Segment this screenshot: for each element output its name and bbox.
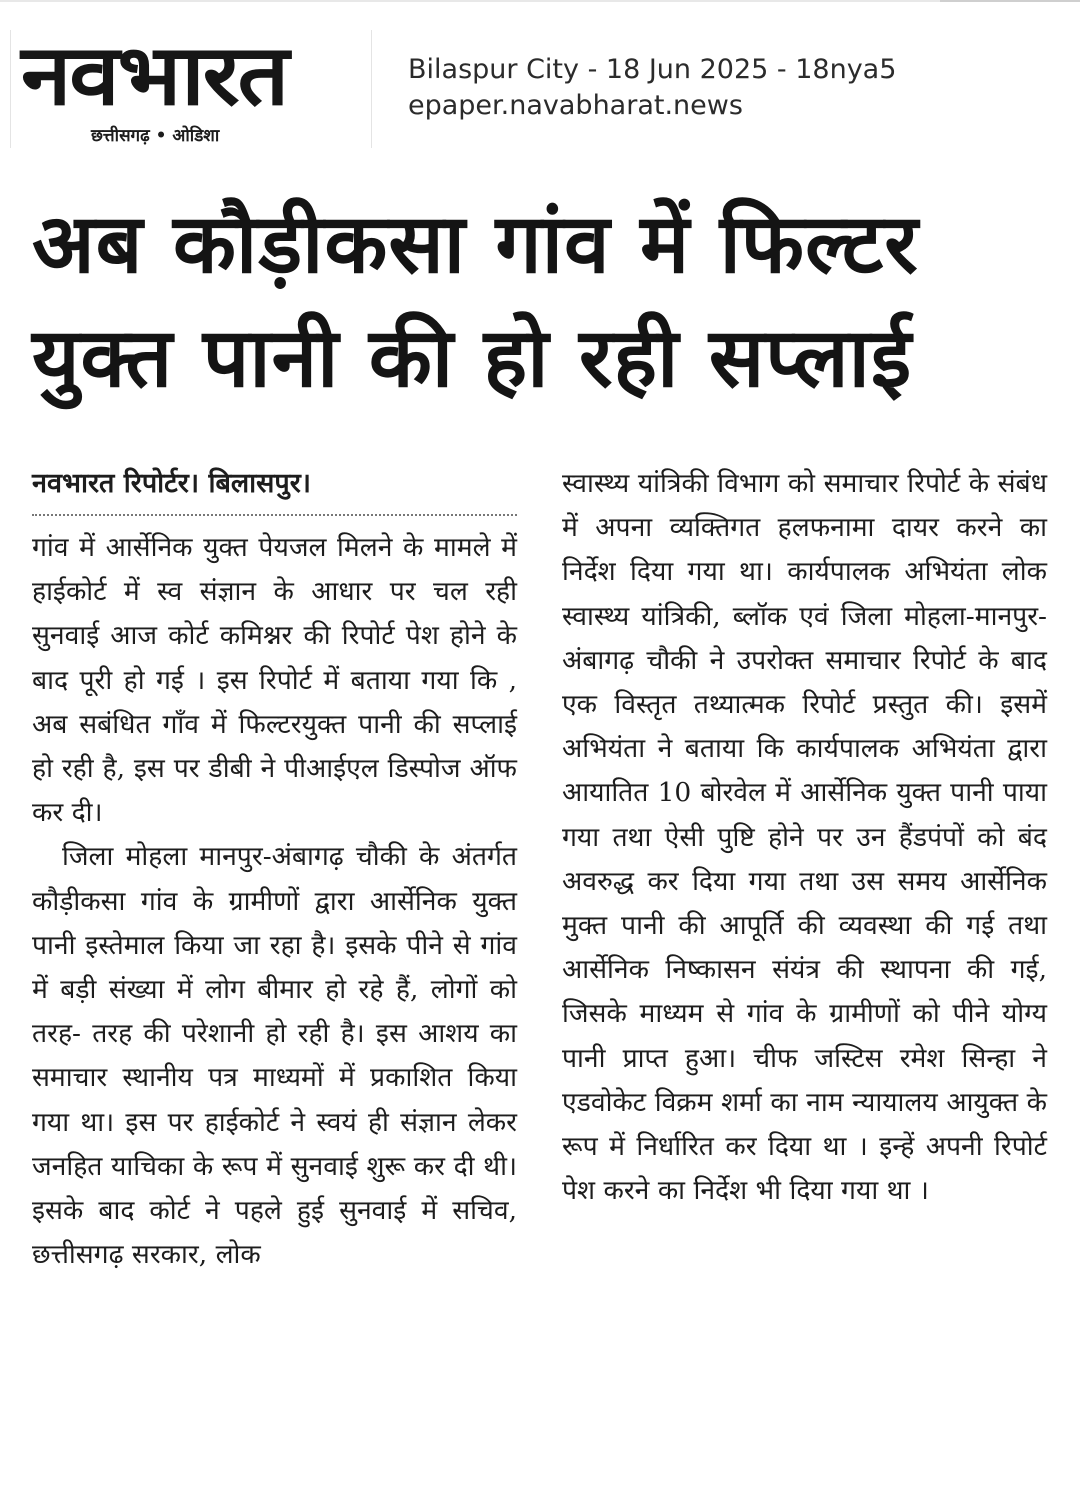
masthead [10,26,372,148]
edition-line: Bilaspur City - 18 Jun 2025 - 18nya5 [408,54,897,85]
newspaper-logo: नवभारत [21,26,288,124]
byline-divider [32,514,517,516]
article-paragraph-3: स्वास्थ्य यांत्रिकी विभाग को समाचार रिपोर्ट के संबंध में अपना व्यक्तिगत हलफनामा दायर करने का निर्देश दिया गया था। कार्यपालक अभियंता लोक स्वास्थ्य यांत्रिकी, ब्लॉक एवं जिला मोहला-मानपुर-अंबागढ़ चौकी ने उपरोक्त समाचार रिपोर्ट के बाद एक विस्तृत तथ्यात्मक रिपोर्ट प्रस्तुत की। इसमें अभियंता ने बताया कि कार्यपालक अभियंता द्वारा आयातित 10 बोरवेल में आर्सेनिक युक्त पानी पाया गया तथा ऐसी पुष्टि होने पर उन हैंडपंपों को बंद अवरुद्ध कर दिया गया तथा उस समय आर्सेनिक मुक्त पानी की आपूर्ति की व्यवस्था की गई तथा आर्सेनिक निष्कासन संयंत्र की स्थापना की गई, जिसके माध्यम से गांव के ग्रामीणों को पीने योग्य पानी प्राप्त हुआ। चीफ जस्टिस रमेश सिन्हा ने एडवोकेट विक्रम शर्मा का नाम न्यायालय आयुक्त के रूप में निर्धारित कर दिया था । इन्हें अपनी रिपोर्ट पेश करने का निर्देश भी दिया गया था । [562,468,1047,1207]
article-paragraph-1: गांव में आर्सेनिक युक्त पेयजल मिलने के मामले में हाईकोर्ट में स्व संज्ञान के आधार पर चल रही सुनवाई आज कोर्ट कमिश्नर की रिपोर्ट पेश होने के बाद पूरी हो गई । इस रिपोर्ट में बताया गया कि , अब सबंधित गाँव में फिल्टरयुक्त पानी की सप्लाई हो रही है, इस पर डीबी ने पीआईएल डिस्पोज ऑफ कर दी। [32,532,517,829]
headline-line-2: युक्त पानी की हो रही सप्लाई [32,311,913,406]
edition-meta [408,52,1028,132]
byline: नवभारत रिपोर्टर। बिलासपुर। [32,468,312,499]
headline [32,188,1052,418]
article-column-left [32,462,517,1277]
headline-line-1: अब कौड़ीकसा गांव में फिल्टर [32,197,919,292]
edition-label: छत्तीसगढ़ • ओडिशा [91,126,220,146]
article-column-right [562,462,1047,1213]
article-paragraph-2: जिला मोहला मानपुर-अंबागढ़ चौकी के अंतर्गत कौड़ीकसा गांव के ग्रामीणों द्वारा आर्सेनिक युक्त पानी इस्तेमाल किया जा रहा है। इसके पीने से गांव में बड़ी संख्या में लोग बीमार हो रहे हैं, लोगों को तरह- तरह की परेशानी हो रही है। इस आशय का समाचार स्थानीय पत्र माध्यमों में प्रकाशित किया गया था। इस पर हाईकोर्ट ने स्वयं ही संज्ञान लेकर जनहित याचिका के रूप में सुनवाई शुरू कर दी थी। इसके बाद कोर्ट ने पहले हुई सुनवाई में सचिव, छत्तीसगढ़ सरकार, लोक [32,841,517,1271]
website-link[interactable]: epaper.navabharat.news [408,90,743,121]
